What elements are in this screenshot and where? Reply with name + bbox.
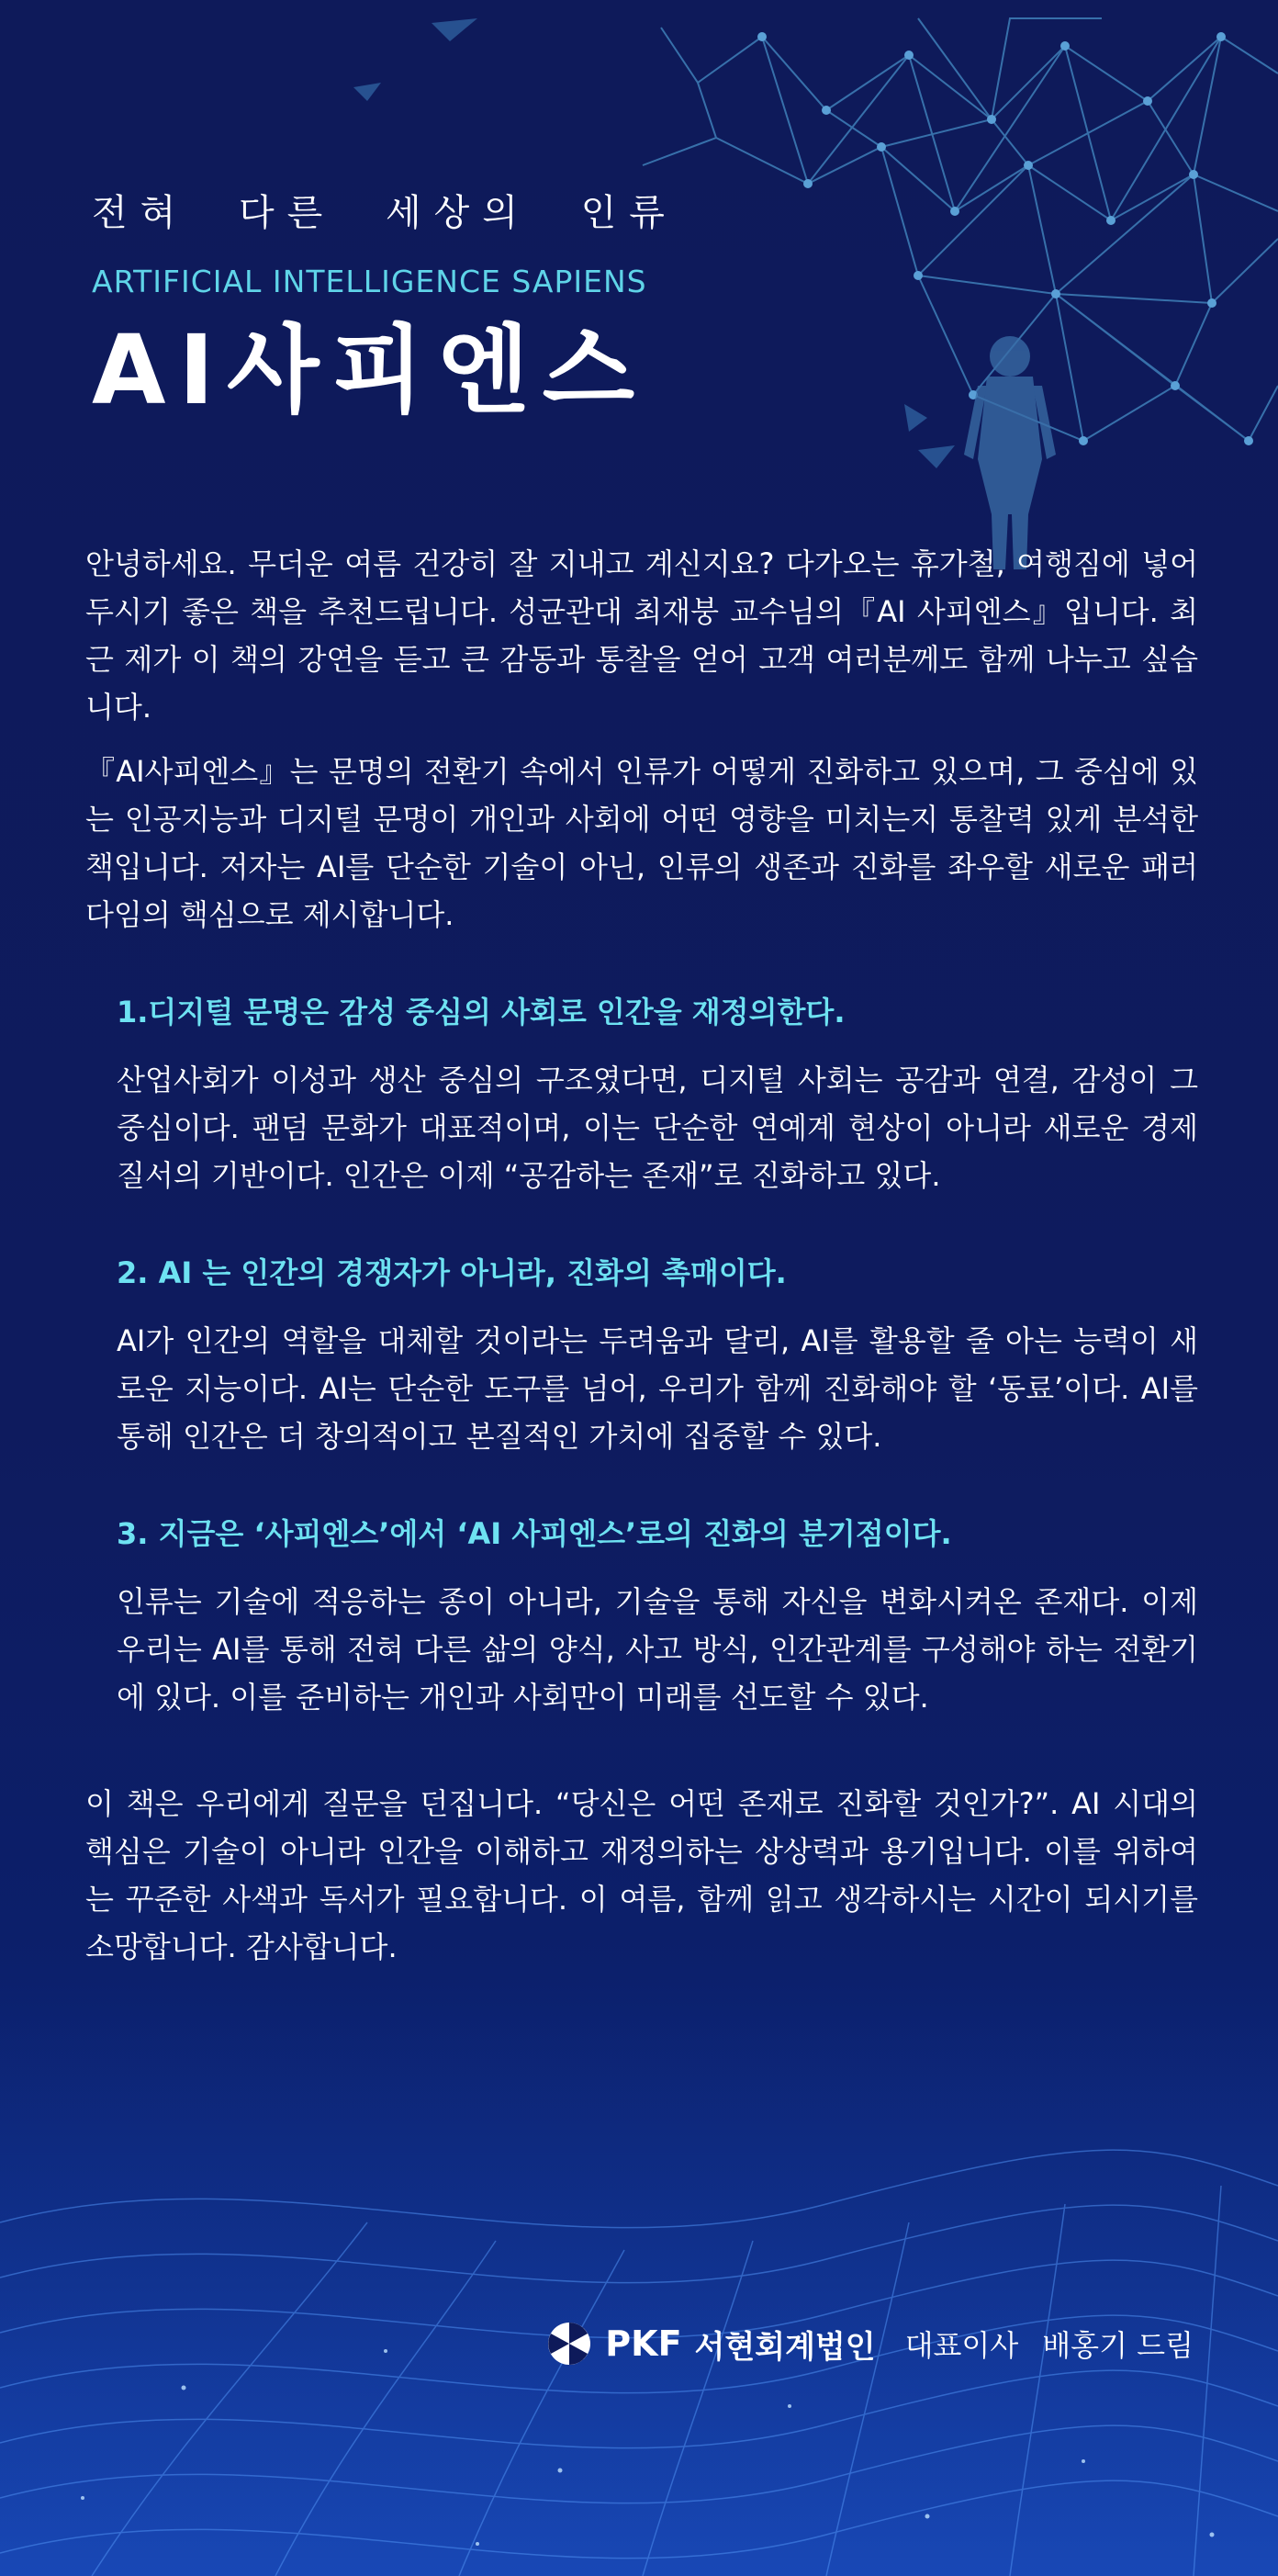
section-3-title: 3. 지금은 ‘사피엔스’에서 ‘AI 사피엔스’로의 진화의 분기점이다. <box>117 1516 952 1551</box>
section-3-body: 인류는 기술에 적응하는 종이 아니라, 기술을 통해 자신을 변화시켜온 존재다. 이제 우리는 AI를 통해 전혀 다른 삶의 양식, 사고 방식, 인간관계를 구성해야 하는 전환기에 있다. 이를 준비하는 개인과 사회만이 미래를 선도할 수 있다. <box>117 1584 1198 1715</box>
section-1-body: 산업사회가 이성과 생산 중심의 구조였다면, 디지털 사회는 공감과 연결, 감성이 그 중심이다. 팬덤 문화가 대표적이며, 이는 단순한 연예계 현상이 아니라 새로운 경제 질서의 기반이다. 인간은 이제 “공감하는 존재”로 진화하고 있다. <box>117 1063 1198 1193</box>
section-2-title: 2. AI 는 인간의 경쟁자가 아니라, 진화의 촉매이다. <box>117 1255 787 1290</box>
subtitle-korean: 전혀 다른 세상의 인류 <box>92 192 678 234</box>
letter-body <box>85 540 1198 1987</box>
page-title: AI사피엔스 <box>92 314 648 426</box>
signer-name: 배홍기 드림 <box>1042 2328 1194 2363</box>
section-2 <box>117 1254 1198 1460</box>
intro-paragraph-1: 안녕하세요. 무더운 여름 건강히 잘 지내고 계신지요? 다가오는 휴가철, 여행짐에 넣어두시기 좋은 책을 추천드립니다. 성균관대 최재붕 교수님의『AI 사피엔스』입니다. 최근 제가 이 책의 강연을 듣고 큰 감동과 통찰을 얻어 고객 여러분께도 함께 나누고 싶습니다. <box>85 546 1198 725</box>
brand-name: PKF <box>605 2323 682 2364</box>
intro-paragraph-2: 『AI사피엔스』는 문명의 전환기 속에서 인류가 어떻게 진화하고 있으며, 그 중심에 있는 인공지능과 디지털 문명이 개인과 사회에 어떤 영향을 미치는지 통찰력 있게 분석한 책입니다. 저자는 AI를 단순한 기술이 아닌, 인류의 생존과 진화를 좌우할 새로운 패러다임의 핵심으로 제시합니다. <box>85 754 1198 932</box>
header <box>92 184 918 426</box>
firm-name: 서현회계법인 <box>694 2328 876 2366</box>
section-1 <box>117 994 1198 1199</box>
section-3 <box>117 1515 1198 1721</box>
subtitle-english: ARTIFICIAL INTELLIGENCE SAPIENS <box>92 264 647 299</box>
closing-paragraph: 이 책은 우리에게 질문을 던집니다. “당신은 어떤 존재로 진화할 것인가?”. AI 시대의 핵심은 기술이 아니라 인간을 이해하고 재정의하는 상상력과 용기입니다. 이를 위하여는 꾸준한 사색과 독서가 필요합니다. 이 여름, 함께 읽고 생각하시는 시간이 되시기를 소망합니다. 감사합니다. <box>85 1786 1198 1964</box>
signer-role: 대표이사 <box>904 2328 1019 2363</box>
section-1-title: 1.디지털 문명은 감성 중심의 사회로 인간을 재정의한다. <box>117 995 846 1029</box>
signature <box>514 2316 1194 2371</box>
pkf-logo-icon <box>546 2321 592 2367</box>
bottom-glow <box>0 1974 1278 2576</box>
section-2-body: AI가 인간의 역할을 대체할 것이라는 두려움과 달리, AI를 활용할 줄 아는 능력이 새로운 지능이다. AI는 단순한 도구를 넘어, 우리가 함께 진화해야 할 ‘동료’이다. AI를 통해 인간은 더 창의적이고 본질적인 가치에 집중할 수 있다. <box>117 1323 1198 1454</box>
ai-human-figure-illustration <box>964 336 1056 569</box>
